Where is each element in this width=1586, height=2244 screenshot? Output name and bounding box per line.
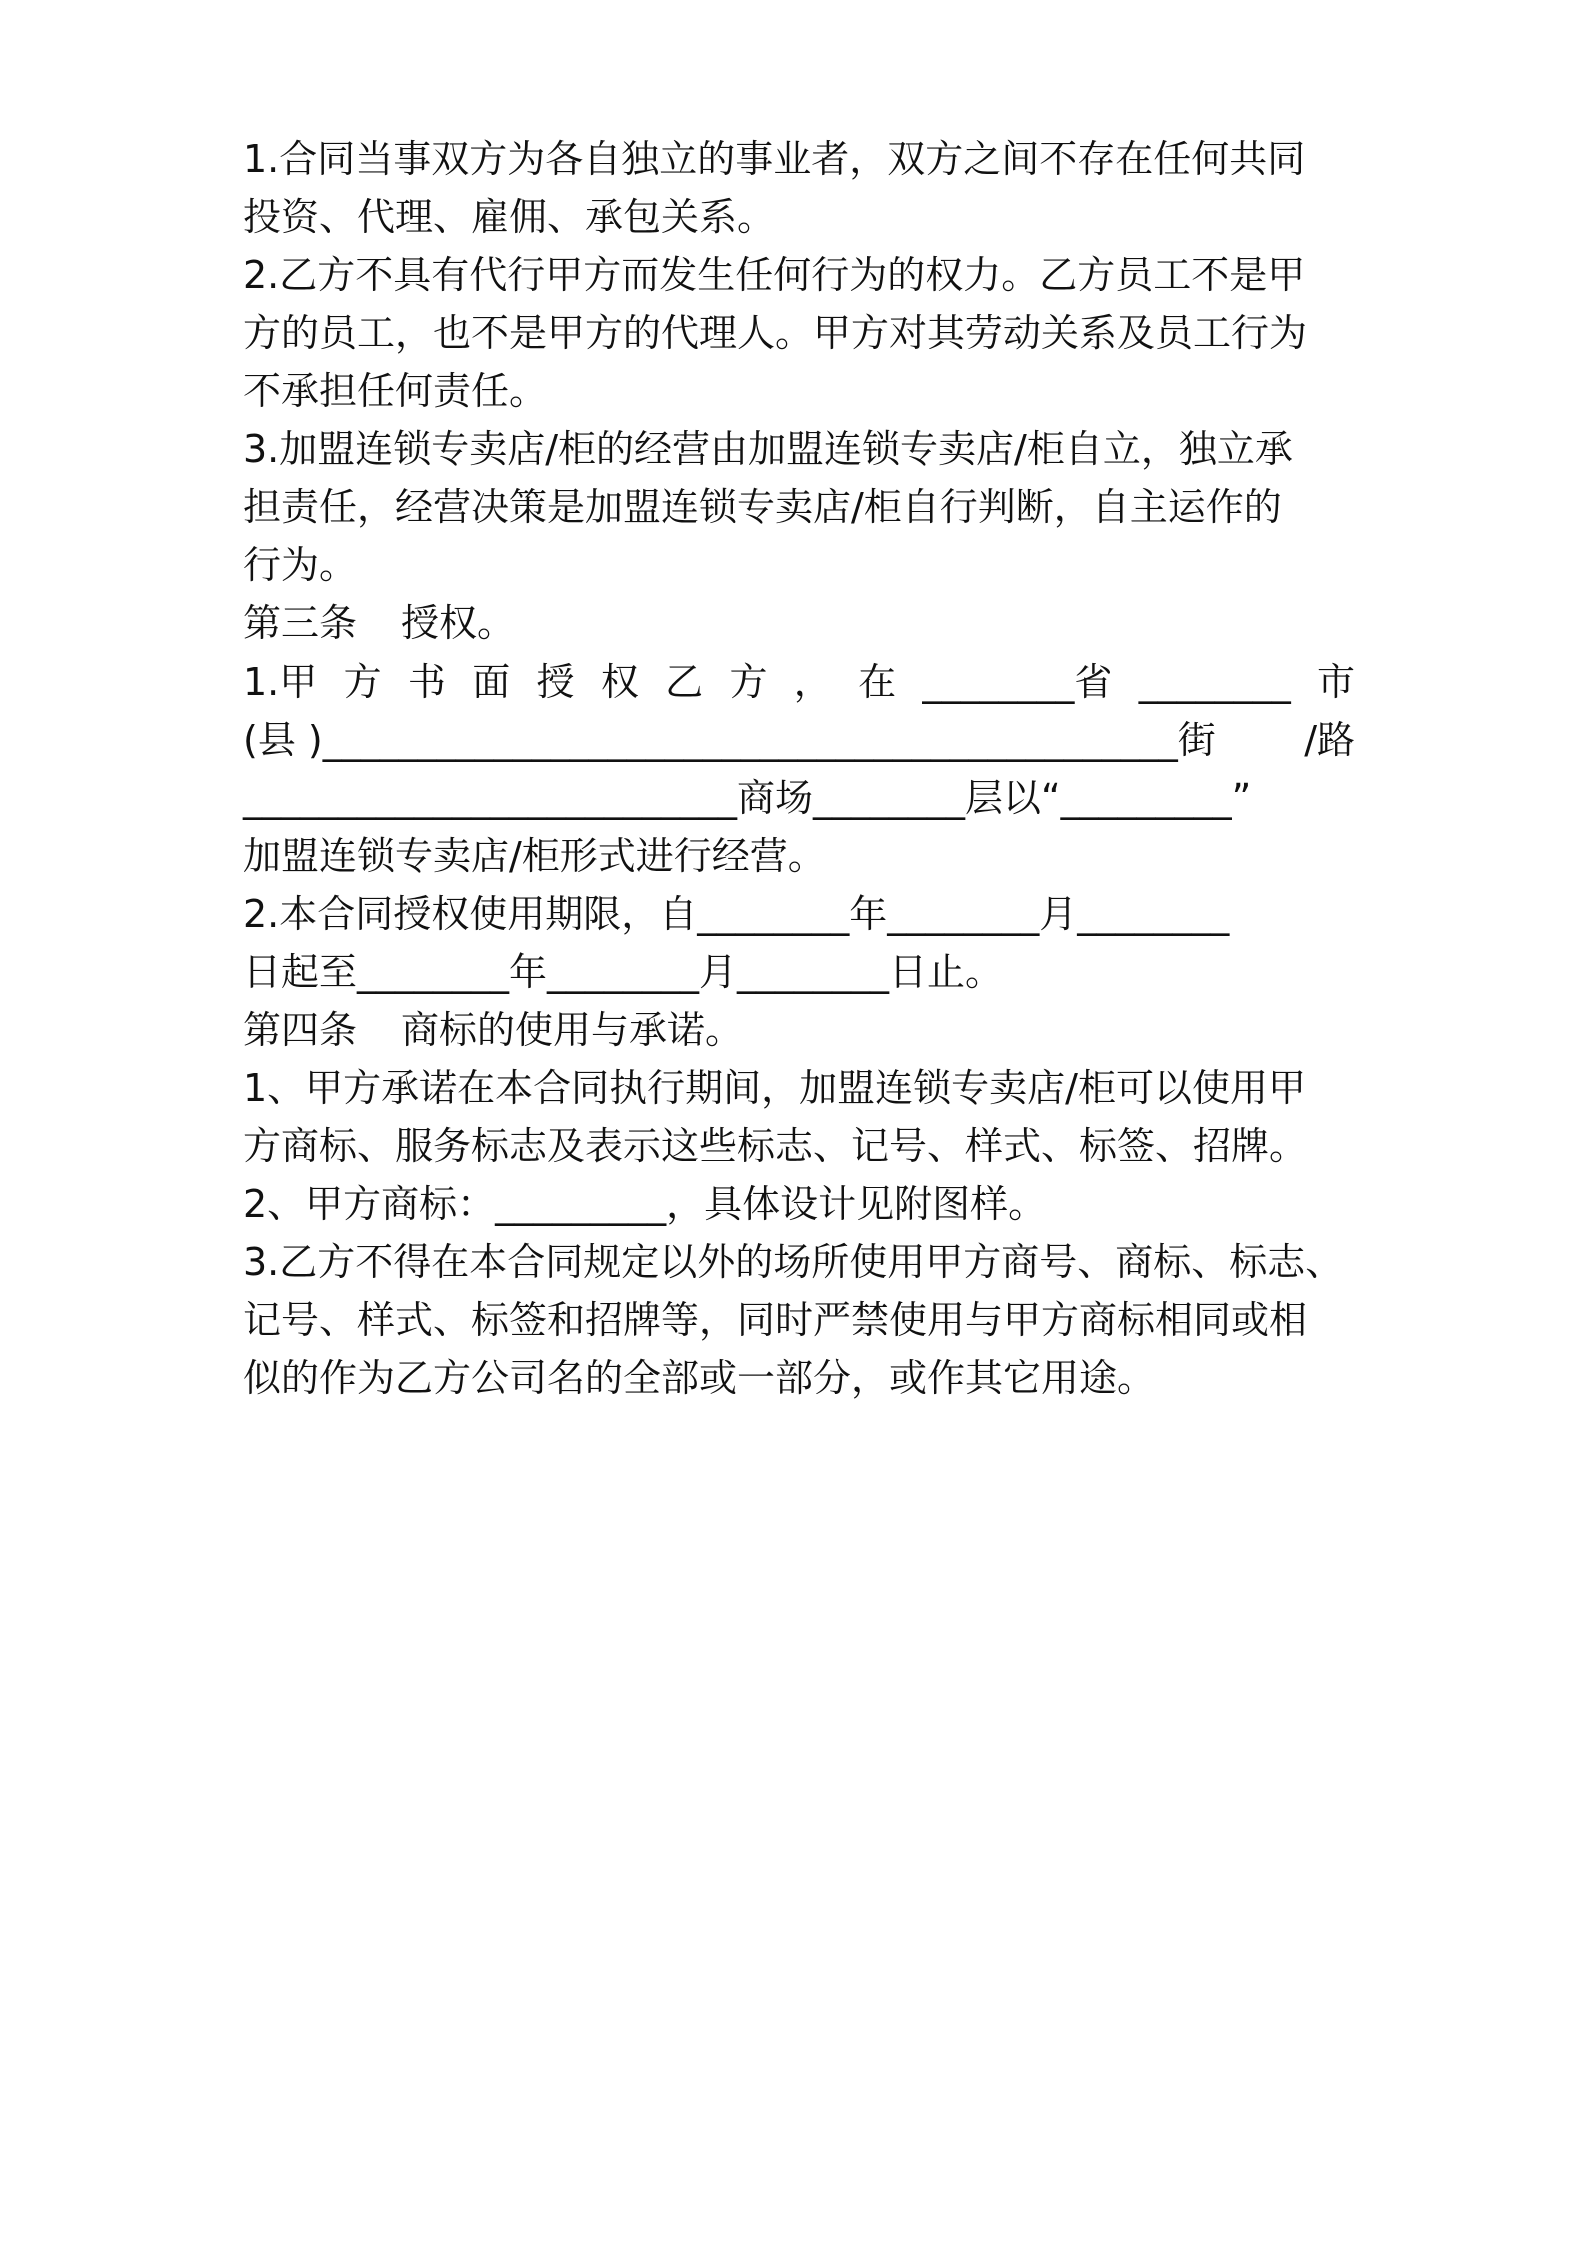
text-segment: 权 bbox=[600, 660, 639, 704]
paragraph-line: 1、甲方承诺在本合同执行期间，加盟连锁专卖店/柜可以使用甲 bbox=[243, 1066, 1306, 1110]
paragraph-line: 担责任，经营决策是加盟连锁专卖店/柜自行判断，自主运作的 bbox=[243, 485, 1282, 529]
text-segment: ________省 bbox=[922, 660, 1113, 704]
article-number: 第四条 bbox=[243, 1008, 358, 1052]
article-title: 商标的使用与承诺。 bbox=[401, 1008, 744, 1052]
text-segment: 书 bbox=[407, 660, 446, 704]
paragraph-line: 不承担任何责任。 bbox=[243, 369, 548, 413]
paragraph-line: 似的作为乙方公司名的全部或一部分，或作其它用途。 bbox=[243, 1356, 1156, 1400]
term-line: 日起至________年________月________日止。 bbox=[243, 950, 1004, 994]
paragraph-line: 方商标、服务标志及表示这些标志、记号、样式、标签、招牌。 bbox=[243, 1124, 1308, 1168]
article-3-heading bbox=[243, 593, 1355, 653]
article-title: 授权。 bbox=[401, 601, 516, 645]
paragraph-line: 2、甲方商标：_________，具体设计见附图样。 bbox=[243, 1182, 1047, 1226]
text-segment: 方 bbox=[729, 660, 768, 704]
paragraph-line: 2.乙方不具有代行甲方而发生任何行为的权力。乙方员工不是甲 bbox=[243, 253, 1306, 297]
article-4-heading bbox=[243, 1000, 1355, 1060]
article-number: 第三条 bbox=[243, 601, 358, 645]
authorization-line bbox=[243, 710, 1355, 770]
text-segment: 授 bbox=[536, 660, 575, 704]
text-segment: (县 )_____________________________________________街 bbox=[243, 718, 1216, 762]
paragraph-line: 记号、样式、标签和招牌等，同时严禁使用与甲方商标相同或相 bbox=[243, 1298, 1308, 1342]
term-line: 2.本合同授权使用期限，自________年________月________ bbox=[243, 892, 1230, 936]
paragraph-line: 投资、代理、雇佣、承包关系。 bbox=[243, 195, 776, 239]
paragraph-line: 行为。 bbox=[243, 543, 358, 587]
text-segment: 1.甲 bbox=[243, 660, 318, 704]
text-segment: 乙 bbox=[665, 660, 704, 704]
text-segment: ， bbox=[793, 660, 832, 704]
text-segment: 在 bbox=[858, 660, 897, 704]
authorization-line bbox=[243, 652, 1355, 712]
text-segment: 方 bbox=[343, 660, 382, 704]
text-segment: 面 bbox=[472, 660, 511, 704]
paragraph-line: 方的员工，也不是甲方的代理人。甲方对其劳动关系及员工行为 bbox=[243, 311, 1308, 355]
authorization-line: __________________________商场________层以“_________” bbox=[243, 776, 1252, 820]
paragraph-line: 3.加盟连锁专卖店/柜的经营由加盟连锁专卖店/柜自立，独立承 bbox=[243, 427, 1293, 471]
paragraph-line: 1.合同当事双方为各自独立的事业者，双方之间不存在任何共同 bbox=[243, 137, 1306, 181]
text-segment: ________ bbox=[1138, 660, 1291, 704]
authorization-line: 加盟连锁专卖店/柜形式进行经营。 bbox=[243, 834, 826, 878]
paragraph-line: 3.乙方不得在本合同规定以外的场所使用甲方商号、商标、标志、 bbox=[243, 1240, 1344, 1284]
text-segment: /路 bbox=[1304, 718, 1355, 762]
text-segment: 市 bbox=[1316, 660, 1355, 704]
